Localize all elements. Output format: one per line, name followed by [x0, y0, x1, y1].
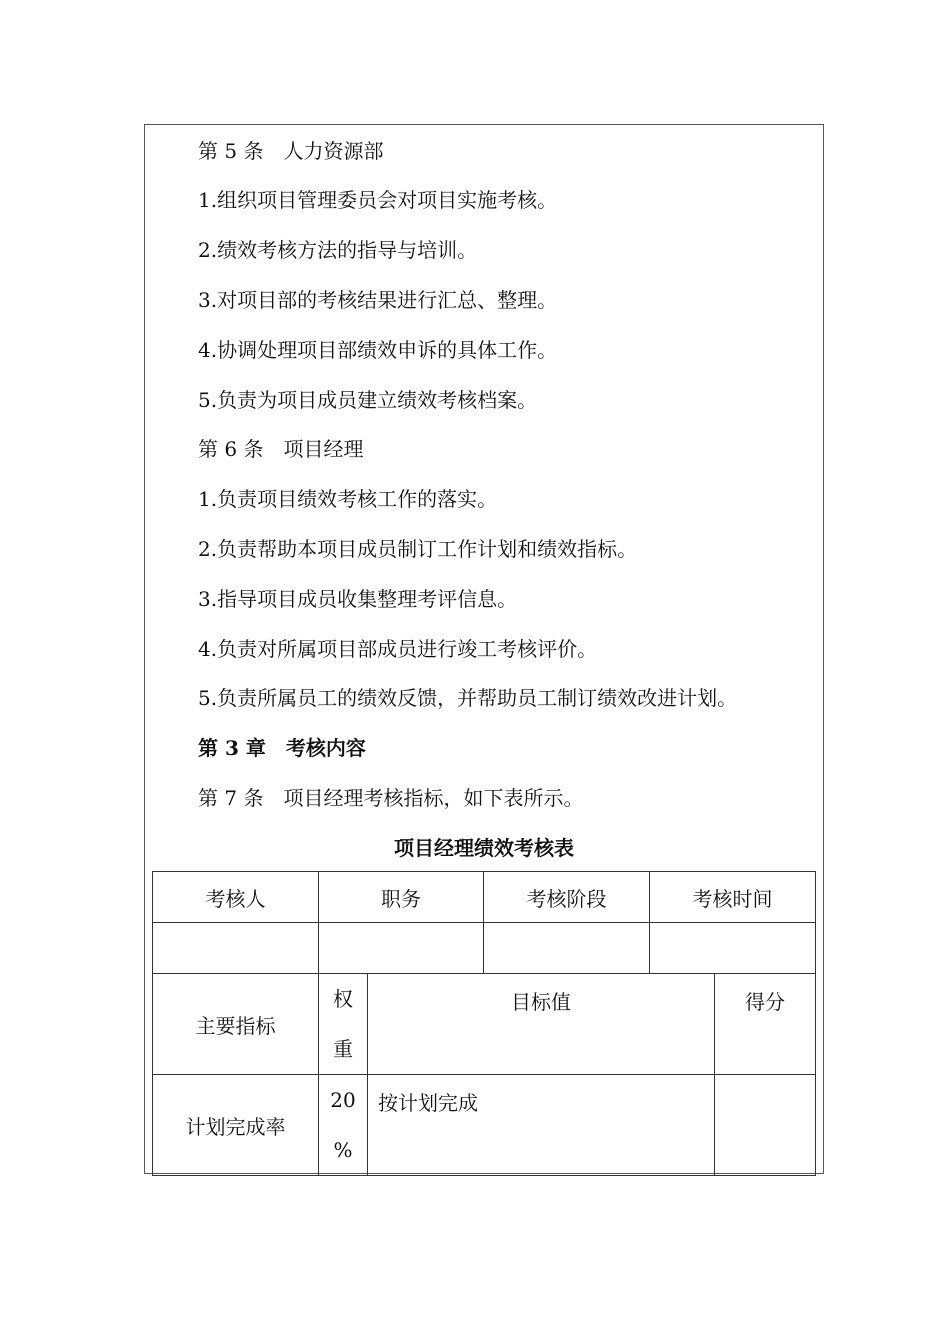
- paragraph: 4.协调处理项目部绩效申诉的具体工作。: [198, 338, 558, 362]
- row-weight-unit: %: [333, 1138, 353, 1162]
- paragraph: 5.负责所属员工的绩效反馈，并帮助员工制订绩效改进计划。: [198, 686, 738, 710]
- paragraph: 3.指导项目成员收集整理考评信息。: [198, 587, 518, 611]
- table-row: [153, 1075, 816, 1176]
- blank-cell: [484, 923, 650, 974]
- chapter-3-heading: 第 3 章 考核内容: [198, 736, 366, 760]
- subheader-score: 得分: [715, 974, 816, 1075]
- paragraph: 1.负责项目绩效考核工作的落实。: [198, 487, 498, 511]
- paragraph: 3.对项目部的考核结果进行汇总、整理。: [198, 288, 558, 312]
- weight-char-2: 重: [333, 1037, 353, 1061]
- article-7-heading: 第 7 条 项目经理考核指标，如下表所示。: [198, 786, 584, 810]
- row-score: [715, 1075, 816, 1176]
- article-6-heading: 第 6 条 项目经理: [198, 437, 364, 461]
- header-cell-stage: 考核阶段: [484, 872, 650, 923]
- table-header-row: [153, 872, 816, 923]
- subheader-target: 目标值: [368, 974, 715, 1075]
- blank-cell: [153, 923, 319, 974]
- row-weight: [319, 1075, 368, 1176]
- paragraph: 4.负责对所属项目部成员进行竣工考核评价。: [198, 637, 598, 661]
- header-cell-time: 考核时间: [650, 872, 816, 923]
- kpi-table: [152, 871, 816, 1176]
- subheader-indicator: 主要指标: [153, 974, 319, 1075]
- paragraph: 2.绩效考核方法的指导与培训。: [198, 238, 478, 262]
- paragraph: 1.组织项目管理委员会对项目实施考核。: [198, 188, 558, 212]
- blank-cell: [650, 923, 816, 974]
- header-cell-position: 职务: [319, 872, 484, 923]
- row-target: 按计划完成: [368, 1075, 715, 1176]
- paragraph: 5.负责为项目成员建立绩效考核档案。: [198, 388, 538, 412]
- paragraph: 2.负责帮助本项目成员制订工作计划和绩效指标。: [198, 537, 638, 561]
- row-indicator: 计划完成率: [153, 1075, 319, 1176]
- row-weight-value: 20: [330, 1088, 356, 1112]
- table-blank-row: [153, 923, 816, 974]
- article-5-heading: 第 5 条 人力资源部: [198, 139, 384, 163]
- subheader-weight: [319, 974, 368, 1075]
- table-caption: 项目经理绩效考核表: [394, 836, 574, 860]
- table-subheader-row: [153, 974, 816, 1075]
- weight-char-1: 权: [333, 987, 353, 1011]
- blank-cell: [319, 923, 484, 974]
- header-cell-assessor: 考核人: [153, 872, 319, 923]
